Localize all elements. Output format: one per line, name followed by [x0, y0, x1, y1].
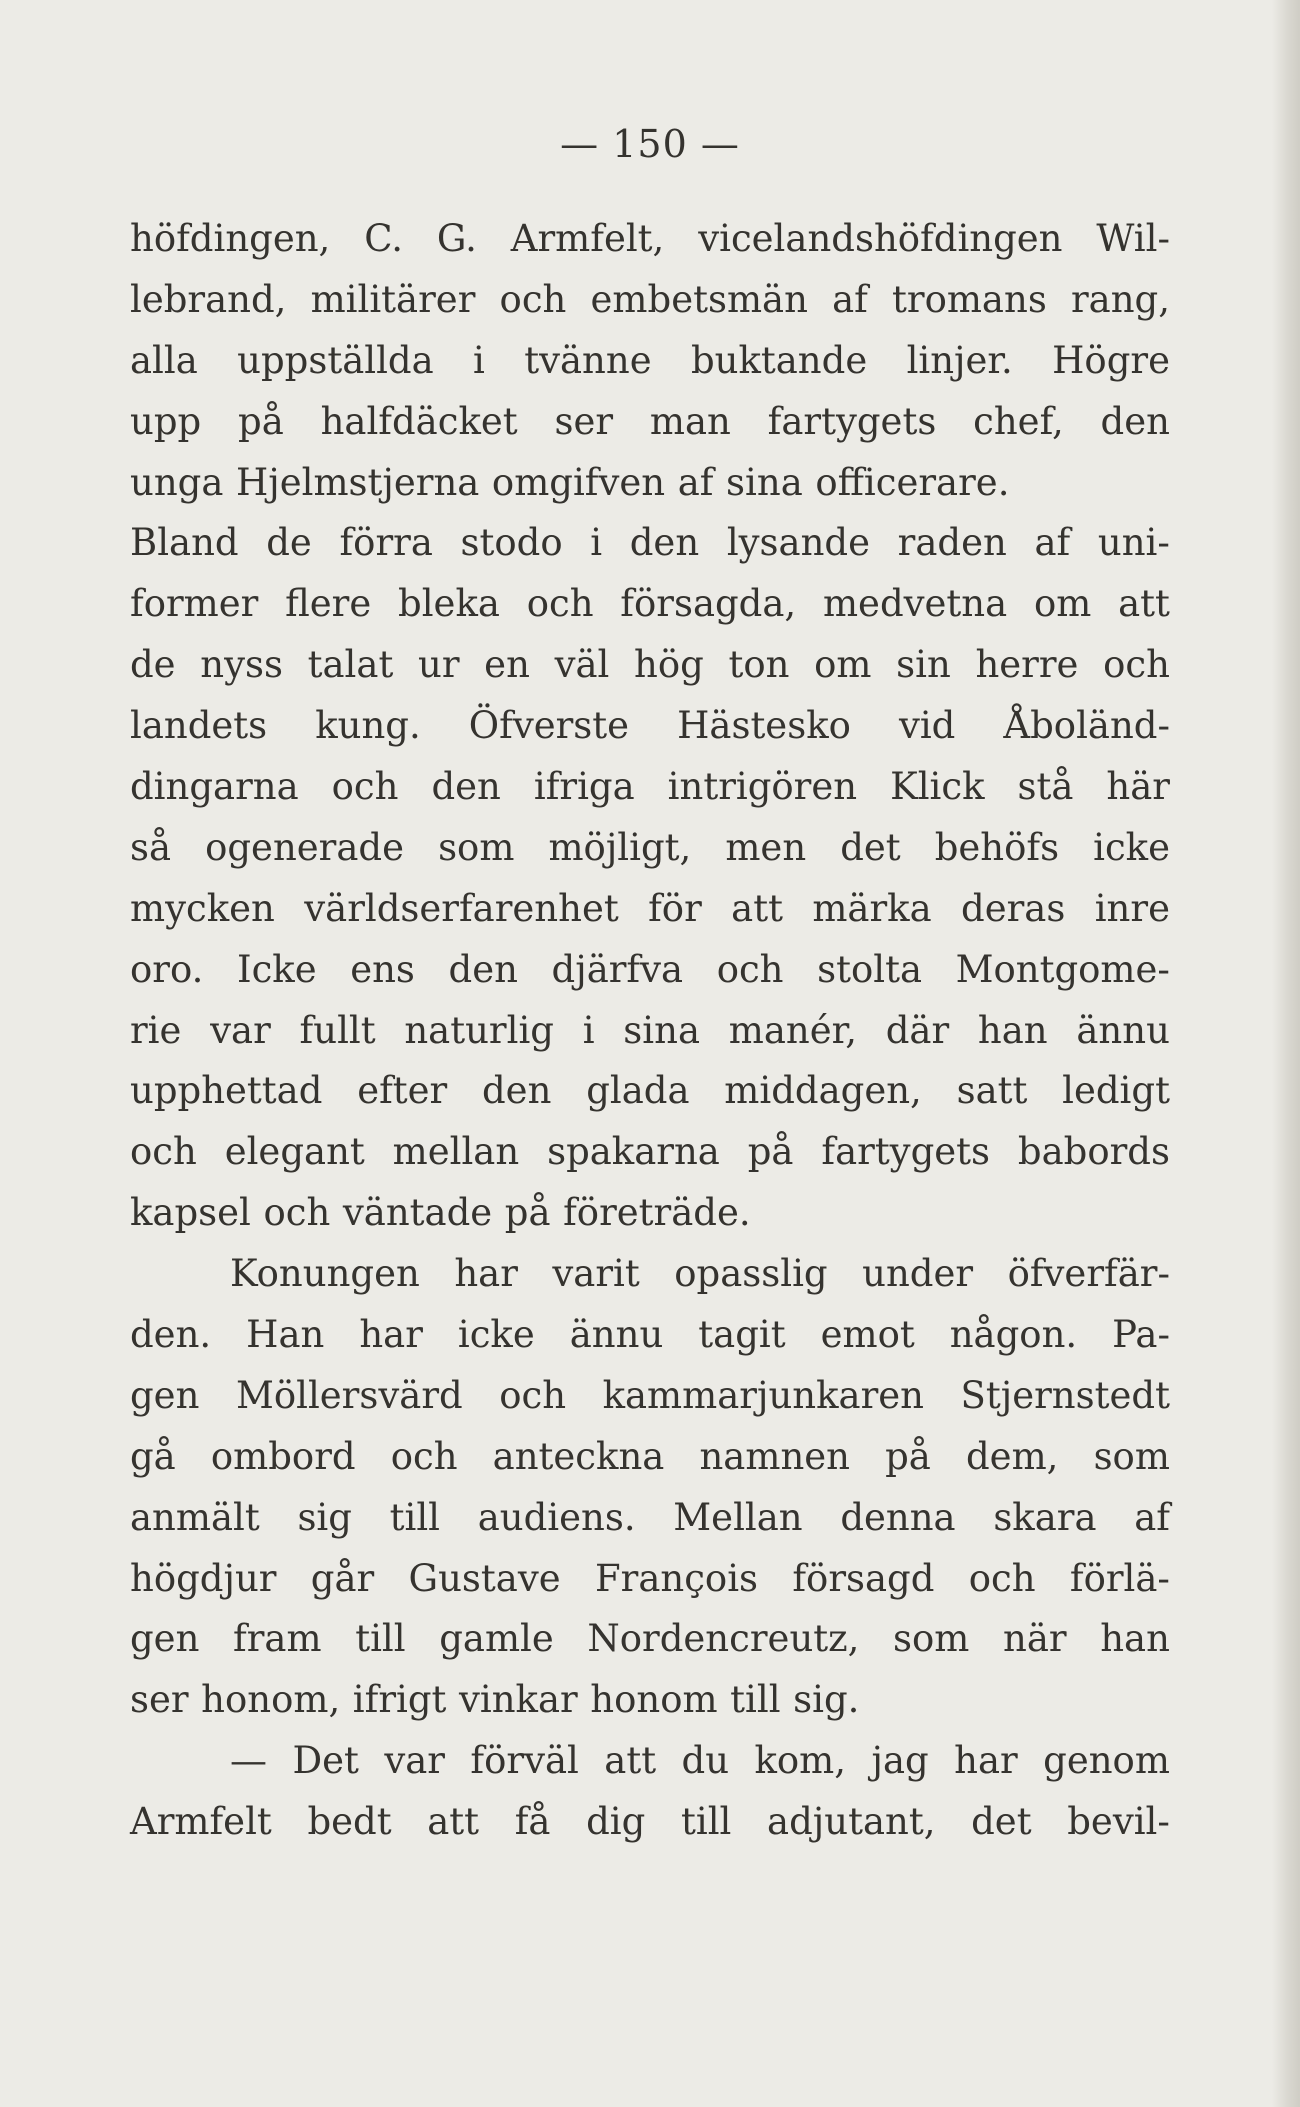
text-line [130, 939, 1170, 1000]
text-line [130, 512, 1170, 573]
word: högdjur [130, 1556, 277, 1600]
word: sig [297, 1495, 352, 1539]
word: mellan [392, 1130, 520, 1174]
word: officerare. [815, 460, 1010, 504]
word: förlä- [1069, 1556, 1170, 1600]
text-line [130, 1000, 1170, 1061]
word: det [840, 825, 901, 869]
word: af [1134, 1495, 1170, 1539]
word: under [862, 1252, 974, 1296]
word: den [629, 521, 700, 565]
word: stolta [817, 947, 923, 991]
word: glada [586, 1069, 690, 1113]
word: chef, [973, 399, 1064, 443]
word: honom, [201, 1678, 341, 1722]
word: Mellan [673, 1495, 803, 1539]
word: stå [1017, 764, 1074, 808]
word: den [448, 947, 518, 991]
word: tagit [698, 1312, 786, 1356]
text-line [130, 1060, 1170, 1121]
word: han [1100, 1617, 1170, 1661]
word: Möllersvärd [235, 1373, 463, 1417]
word: och [263, 1191, 331, 1235]
word: och [716, 947, 784, 991]
word: Öfverste [468, 704, 630, 748]
word: icke [457, 1312, 535, 1356]
word: som [1093, 1434, 1170, 1478]
page-edge-shadow [1272, 0, 1300, 2107]
word: förväl [470, 1739, 579, 1783]
word: och [1103, 643, 1170, 687]
word: höfdingen, [130, 216, 331, 260]
word: namnen [699, 1434, 850, 1478]
word: Han [246, 1312, 325, 1356]
word: ännu [569, 1312, 664, 1356]
word: bedt [307, 1800, 392, 1844]
word: fram [233, 1617, 322, 1661]
word: här [1106, 764, 1170, 808]
word: Gustave [408, 1556, 561, 1600]
word: ens [350, 947, 415, 991]
word: djärfva [551, 947, 684, 991]
word: du [681, 1739, 730, 1783]
word: naturlig [404, 1008, 554, 1052]
word: att [1118, 582, 1170, 626]
text-line [130, 1487, 1170, 1548]
text-line [130, 1730, 1170, 1791]
text-line [130, 878, 1170, 939]
word: Åboländ- [1003, 704, 1170, 748]
text-line [130, 1121, 1170, 1182]
word: militärer [310, 277, 476, 321]
word: behöfs [934, 825, 1060, 869]
word: flere [285, 582, 372, 626]
word: vid [898, 704, 956, 748]
word: Hjelmstjerna [235, 460, 480, 504]
word: anmält [130, 1495, 260, 1539]
word: att [731, 886, 783, 930]
word: och [499, 277, 567, 321]
word: raden [897, 521, 1007, 565]
word: när [1003, 1617, 1067, 1661]
word: af [677, 460, 714, 504]
text-line [130, 391, 1170, 452]
word: gamle [439, 1617, 554, 1661]
word: möjligt, [548, 825, 692, 869]
word: som [893, 1617, 970, 1661]
word: tromans [892, 277, 1047, 321]
word: upp [130, 399, 202, 443]
text-line [130, 817, 1170, 878]
word: Nordencreutz, [587, 1617, 860, 1661]
word: går [310, 1556, 375, 1600]
word: och [130, 1130, 197, 1174]
text-line [130, 1669, 1170, 1730]
text-line [130, 1243, 1170, 1304]
word: uni- [1097, 521, 1170, 565]
word: rie [130, 1008, 182, 1052]
word: någon. [949, 1312, 1078, 1356]
text-line [130, 634, 1170, 695]
word: väl [554, 643, 610, 687]
word: dingarna [130, 764, 299, 808]
word: till [681, 1800, 732, 1844]
word: lysande [726, 521, 871, 565]
word: ton [728, 643, 790, 687]
word: i [473, 338, 485, 382]
word: mycken [130, 886, 275, 930]
word: honom [590, 1678, 718, 1722]
word: bevil- [1067, 1800, 1170, 1844]
word: C. [364, 216, 403, 260]
word: Pa- [1112, 1312, 1170, 1356]
word: men [725, 825, 807, 869]
word: Montgome- [955, 947, 1170, 991]
word: bleka [398, 582, 500, 626]
word: linjer. [906, 338, 1013, 382]
word: var [384, 1739, 445, 1783]
word: de [130, 643, 176, 687]
word: ser [554, 399, 614, 443]
text-line [130, 452, 1170, 513]
word: väntade [342, 1191, 493, 1235]
word: på [885, 1434, 931, 1478]
word: på [504, 1191, 551, 1235]
word: Stjernstedt [960, 1373, 1170, 1417]
word: har [454, 1252, 518, 1296]
text-line [130, 1791, 1170, 1852]
text-line [130, 1304, 1170, 1365]
word: upphettad [130, 1069, 323, 1113]
word: deras [961, 886, 1066, 930]
word: där [885, 1008, 950, 1052]
word: var [210, 1008, 271, 1052]
word: herre [975, 643, 1079, 687]
text-line [130, 695, 1170, 756]
word: så [130, 825, 172, 869]
word: audiens. [477, 1495, 636, 1539]
word: och [331, 764, 399, 808]
word: lebrand, [130, 277, 287, 321]
word: nyss [200, 643, 283, 687]
word: hög [634, 643, 704, 687]
word: fullt [299, 1008, 376, 1052]
word: landets [130, 704, 268, 748]
word: ser [130, 1678, 189, 1722]
word: denna [840, 1495, 956, 1539]
word: att [604, 1739, 657, 1783]
word: vinkar [458, 1678, 578, 1722]
word: uppställda [237, 338, 434, 382]
word: anteckna [492, 1434, 665, 1478]
word: omgifven [491, 460, 666, 504]
word: former [130, 582, 259, 626]
word: vicelandshöfdingen [698, 216, 1063, 260]
word: ur [417, 643, 460, 687]
word: adjutant, [767, 1800, 936, 1844]
word: jag [871, 1739, 929, 1783]
word: — [230, 1739, 267, 1783]
word: efter [357, 1069, 448, 1113]
word: François [594, 1556, 759, 1600]
word: om [1033, 582, 1092, 626]
word: talat [307, 643, 394, 687]
word: ifriga [533, 764, 635, 808]
word: försagda, [620, 582, 797, 626]
word: till [389, 1495, 441, 1539]
word: den [1100, 399, 1170, 443]
text-line [130, 1548, 1170, 1609]
word: buktande [690, 338, 868, 382]
word: dig [586, 1800, 646, 1844]
word: har [359, 1312, 423, 1356]
word: oro. [130, 947, 204, 991]
word: en [484, 643, 530, 687]
word: Icke [236, 947, 317, 991]
page-number: — 150 — [560, 122, 740, 166]
word: elegant [224, 1130, 365, 1174]
word: intrigören [667, 764, 858, 808]
word: Hästesko [677, 704, 851, 748]
word: sin [896, 643, 951, 687]
word: Klick [890, 764, 985, 808]
word: märka [812, 886, 932, 930]
word: tvänne [524, 338, 652, 382]
word: Armfelt, [510, 216, 665, 260]
word: den. [130, 1312, 212, 1356]
text-line [130, 573, 1170, 634]
word: kammarjunkaren [602, 1373, 924, 1417]
word: det [971, 1800, 1032, 1844]
word: Wil- [1096, 216, 1170, 260]
word: icke [1093, 825, 1170, 869]
text-line [130, 269, 1170, 330]
word: kapsel [130, 1191, 251, 1235]
text-line [130, 1182, 1170, 1243]
word: kom, [754, 1739, 847, 1783]
word: Högre [1052, 338, 1170, 382]
word: och [526, 582, 594, 626]
word: manér, [728, 1008, 858, 1052]
word: Bland [130, 521, 239, 565]
word: af [832, 277, 868, 321]
word: dem, [966, 1434, 1059, 1478]
word: på [238, 399, 284, 443]
text-line [130, 330, 1170, 391]
word: att [427, 1800, 480, 1844]
word: middagen, [724, 1069, 922, 1113]
word: den [431, 764, 501, 808]
word: på [747, 1130, 794, 1174]
word: babords [1017, 1130, 1170, 1174]
word: man [649, 399, 731, 443]
word: i [590, 521, 603, 565]
word: sina [623, 1008, 701, 1052]
text-line [130, 1608, 1170, 1669]
word: världserfarenhet [304, 886, 619, 930]
text-line [130, 208, 1170, 269]
text-line [130, 756, 1170, 817]
word: sina [726, 460, 803, 504]
word: Konungen [230, 1252, 420, 1296]
word: skara [993, 1495, 1097, 1539]
word: den [482, 1069, 552, 1113]
word: medvetna [822, 582, 1008, 626]
word: unga [130, 460, 224, 504]
word: rang, [1070, 277, 1170, 321]
word: få [514, 1800, 551, 1844]
word: ombord [210, 1434, 356, 1478]
word: och [390, 1434, 458, 1478]
word: kung. [315, 704, 421, 748]
word: Det [292, 1739, 359, 1783]
word: de [266, 521, 312, 565]
text-line [130, 1365, 1170, 1426]
word: Armfelt [130, 1800, 272, 1844]
word: varit [552, 1252, 640, 1296]
word: till [355, 1617, 406, 1661]
word: emot [820, 1312, 915, 1356]
word: opasslig [674, 1252, 828, 1296]
word: spakarna [547, 1130, 720, 1174]
word: företräde. [563, 1191, 751, 1235]
word: som [438, 825, 515, 869]
word: stodo [460, 521, 563, 565]
word: öfverfär- [1007, 1252, 1170, 1296]
word: i [582, 1008, 595, 1052]
word: ledigt [1062, 1069, 1170, 1113]
word: G. [436, 216, 477, 260]
word: till [730, 1678, 781, 1722]
word: har [954, 1739, 1018, 1783]
body-text [130, 208, 1170, 1852]
word: ogenerade [205, 825, 405, 869]
word: halfdäcket [320, 399, 518, 443]
word: fartygets [821, 1130, 991, 1174]
word: gen [130, 1617, 200, 1661]
text-line [130, 1426, 1170, 1487]
word: för [648, 886, 702, 930]
word: försagd [792, 1556, 935, 1600]
word: gen [130, 1373, 200, 1417]
word: genom [1043, 1739, 1170, 1783]
word: fartygets [767, 399, 937, 443]
word: alla [130, 338, 198, 382]
word: inre [1094, 886, 1170, 930]
word: förra [339, 521, 433, 565]
word: af [1034, 521, 1071, 565]
word: gå [130, 1434, 176, 1478]
word: och [968, 1556, 1036, 1600]
word: embetsmän [590, 277, 808, 321]
word: ännu [1076, 1008, 1170, 1052]
word: sig. [793, 1678, 860, 1722]
word: ifrigt [352, 1678, 447, 1722]
word: satt [956, 1069, 1028, 1113]
word: om [814, 643, 872, 687]
word: och [499, 1373, 567, 1417]
word: han [977, 1008, 1048, 1052]
